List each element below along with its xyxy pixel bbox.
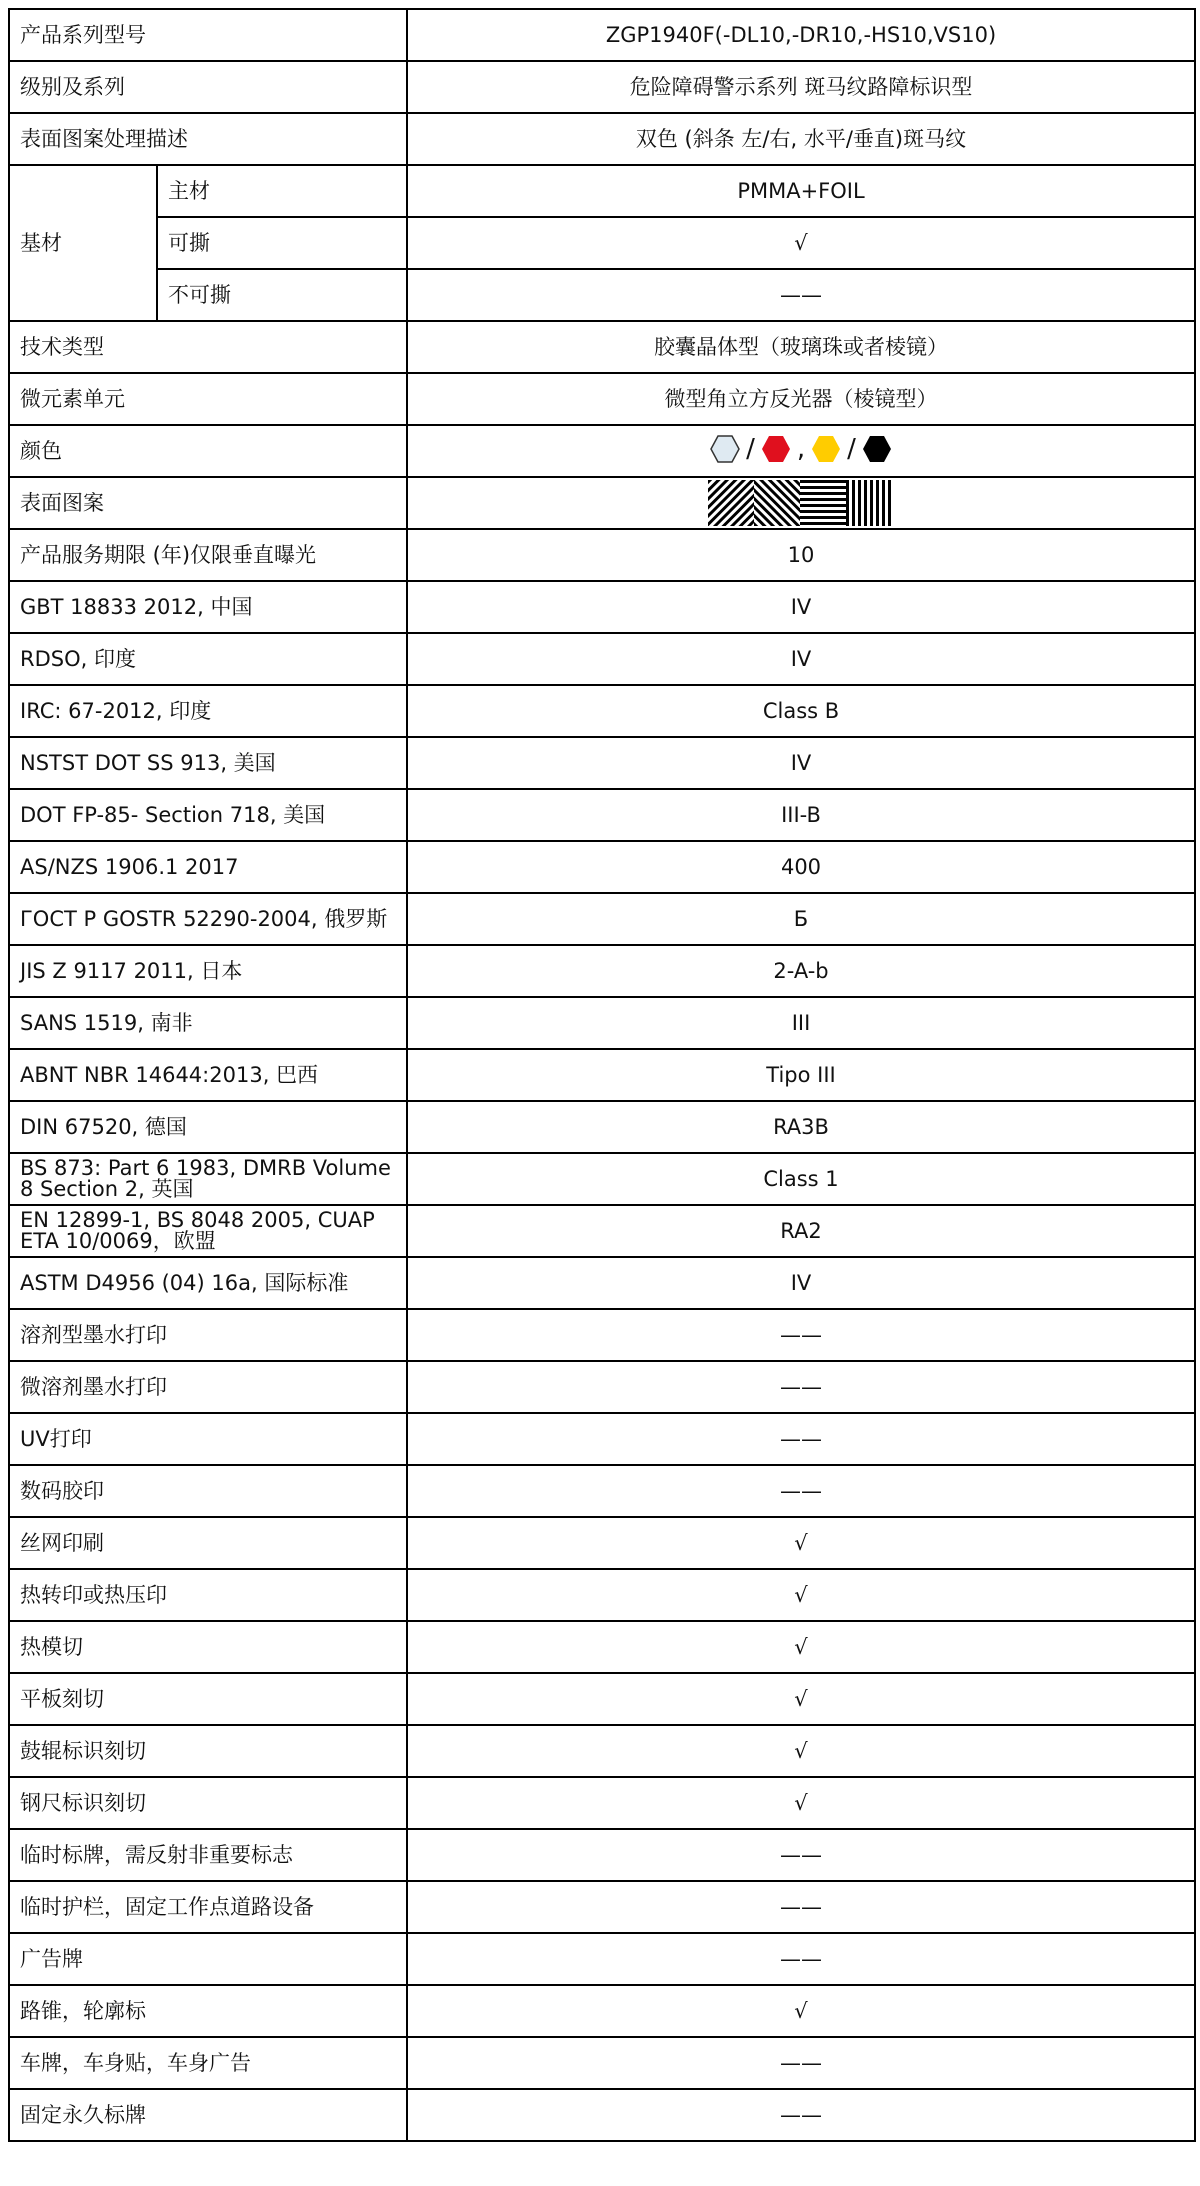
row-value: 胶囊晶体型（玻璃珠或者棱镜） (407, 321, 1195, 373)
row-label: 数码胶印 (9, 1465, 407, 1517)
color-separator: , (796, 434, 806, 464)
table-row (9, 425, 1195, 477)
row-value: —— (407, 1881, 1195, 1933)
row-value: III-B (407, 789, 1195, 841)
table-row (9, 113, 1195, 165)
hexagon-swatch-icon (710, 434, 740, 464)
table-row (9, 1881, 1195, 1933)
row-label: 车牌，车身贴，车身广告 (9, 2037, 407, 2089)
table-row (9, 1205, 1195, 1257)
row-value: IV (407, 633, 1195, 685)
spec-table (8, 8, 1196, 2142)
table-row (9, 789, 1195, 841)
row-value: 微型角立方反光器（棱镜型） (407, 373, 1195, 425)
row-value: √ (407, 1777, 1195, 1829)
hexagon-swatch-icon (761, 434, 791, 464)
row-value: √ (407, 1621, 1195, 1673)
row-label: 产品系列型号 (9, 9, 407, 61)
row-value: —— (407, 1933, 1195, 1985)
hexagon-swatch-icon (811, 434, 841, 464)
table-row (9, 217, 1195, 269)
row-label: UV打印 (9, 1413, 407, 1465)
table-row (9, 1673, 1195, 1725)
table-row (9, 737, 1195, 789)
row-value: Tipo III (407, 1049, 1195, 1101)
table-row (9, 841, 1195, 893)
row-value: IV (407, 737, 1195, 789)
row-value: —— (407, 2089, 1195, 2141)
table-row (9, 997, 1195, 1049)
row-value: √ (407, 1569, 1195, 1621)
row-label: 丝网印刷 (9, 1517, 407, 1569)
row-label: 溶剂型墨水打印 (9, 1309, 407, 1361)
table-row (9, 1725, 1195, 1777)
row-label: BS 873: Part 6 1983, DMRB Volume 8 Section 2, 英国 (9, 1153, 407, 1205)
row-value: —— (407, 1309, 1195, 1361)
row-value: IV (407, 581, 1195, 633)
table-row (9, 893, 1195, 945)
row-label: 鼓辊标识刻切 (9, 1725, 407, 1777)
row-label: ASTM D4956 (04) 16a, 国际标准 (9, 1257, 407, 1309)
row-value: 10 (407, 529, 1195, 581)
table-row (9, 1465, 1195, 1517)
table-row (9, 581, 1195, 633)
row-label: 路锥，轮廓标 (9, 1985, 407, 2037)
row-label: 广告牌 (9, 1933, 407, 1985)
table-row (9, 529, 1195, 581)
substrate-item-value: —— (407, 269, 1195, 321)
table-row (9, 1569, 1195, 1621)
row-label: AS/NZS 1906.1 2017 (9, 841, 407, 893)
pattern-cell (407, 477, 1195, 529)
stripe-pattern-icon (708, 480, 894, 526)
table-row (9, 165, 1195, 217)
table-row (9, 373, 1195, 425)
row-value: 双色 (斜条 左/右, 水平/垂直)斑马纹 (407, 113, 1195, 165)
row-label: GBT 18833 2012, 中国 (9, 581, 407, 633)
row-value: —— (407, 1465, 1195, 1517)
table-row (9, 1413, 1195, 1465)
color-swatches (710, 434, 892, 464)
table-row (9, 1257, 1195, 1309)
row-label: IRC: 67-2012, 印度 (9, 685, 407, 737)
table-row (9, 321, 1195, 373)
table-row (9, 1361, 1195, 1413)
row-label: 临时护栏，固定工作点道路设备 (9, 1881, 407, 1933)
row-value: 2-A-b (407, 945, 1195, 997)
row-label: 固定永久标牌 (9, 2089, 407, 2141)
table-row (9, 1933, 1195, 1985)
table-row (9, 61, 1195, 113)
row-value: 危险障碍警示系列 斑马纹路障标识型 (407, 61, 1195, 113)
row-value: RA2 (407, 1205, 1195, 1257)
row-label: 颜色 (9, 425, 407, 477)
row-value: Class 1 (407, 1153, 1195, 1205)
row-value: Б (407, 893, 1195, 945)
hexagon-swatch-icon (862, 434, 892, 464)
table-row (9, 1621, 1195, 1673)
table-row (9, 1985, 1195, 2037)
color-swatches-cell (407, 425, 1195, 477)
row-label: 产品服务期限 (年)仅限垂直曝光 (9, 529, 407, 581)
row-value: √ (407, 1725, 1195, 1777)
row-label: 微溶剂墨水打印 (9, 1361, 407, 1413)
row-label: RDSO, 印度 (9, 633, 407, 685)
substrate-item-value: √ (407, 217, 1195, 269)
table-row (9, 2089, 1195, 2141)
row-label: 平板刻切 (9, 1673, 407, 1725)
color-separator: / (847, 434, 856, 464)
row-value: —— (407, 2037, 1195, 2089)
table-row (9, 1309, 1195, 1361)
table-row (9, 9, 1195, 61)
spec-table-body (9, 9, 1195, 2141)
row-value: —— (407, 1829, 1195, 1881)
row-value: III (407, 997, 1195, 1049)
row-label: 微元素单元 (9, 373, 407, 425)
row-label: NSTST DOT SS 913, 美国 (9, 737, 407, 789)
row-label: 表面图案处理描述 (9, 113, 407, 165)
substrate-item-label: 主材 (157, 165, 407, 217)
row-label: ГОСТ Р GOSTR 52290-2004, 俄罗斯 (9, 893, 407, 945)
substrate-item-label: 不可撕 (157, 269, 407, 321)
table-row (9, 1049, 1195, 1101)
substrate-label: 基材 (9, 165, 157, 321)
table-row (9, 945, 1195, 997)
row-label: DIN 67520, 德国 (9, 1101, 407, 1153)
table-row (9, 1101, 1195, 1153)
row-label: SANS 1519, 南非 (9, 997, 407, 1049)
row-value: —— (407, 1413, 1195, 1465)
row-label: 技术类型 (9, 321, 407, 373)
row-value: Class B (407, 685, 1195, 737)
table-row (9, 1153, 1195, 1205)
row-value: ZGP1940F(-DL10,-DR10,-HS10,VS10) (407, 9, 1195, 61)
table-row (9, 685, 1195, 737)
row-value: √ (407, 1985, 1195, 2037)
row-label: 钢尺标识刻切 (9, 1777, 407, 1829)
table-row (9, 1517, 1195, 1569)
row-label: ABNT NBR 14644:2013, 巴西 (9, 1049, 407, 1101)
table-row (9, 1829, 1195, 1881)
row-value: √ (407, 1517, 1195, 1569)
row-value: —— (407, 1361, 1195, 1413)
row-label: 热模切 (9, 1621, 407, 1673)
row-label: 临时标牌，需反射非重要标志 (9, 1829, 407, 1881)
substrate-item-value: PMMA+FOIL (407, 165, 1195, 217)
row-label: 级别及系列 (9, 61, 407, 113)
color-separator: / (746, 434, 755, 464)
row-label: EN 12899-1, BS 8048 2005, CUAP ETA 10/0069，欧盟 (9, 1205, 407, 1257)
table-row (9, 269, 1195, 321)
row-value: √ (407, 1673, 1195, 1725)
substrate-item-label: 可撕 (157, 217, 407, 269)
row-label: DOT FP-85- Section 718, 美国 (9, 789, 407, 841)
row-label: 表面图案 (9, 477, 407, 529)
table-row (9, 477, 1195, 529)
table-row (9, 633, 1195, 685)
row-label: 热转印或热压印 (9, 1569, 407, 1621)
row-value: RA3B (407, 1101, 1195, 1153)
row-value: 400 (407, 841, 1195, 893)
table-row (9, 1777, 1195, 1829)
table-row (9, 2037, 1195, 2089)
row-value: IV (407, 1257, 1195, 1309)
row-label: JIS Z 9117 2011, 日本 (9, 945, 407, 997)
